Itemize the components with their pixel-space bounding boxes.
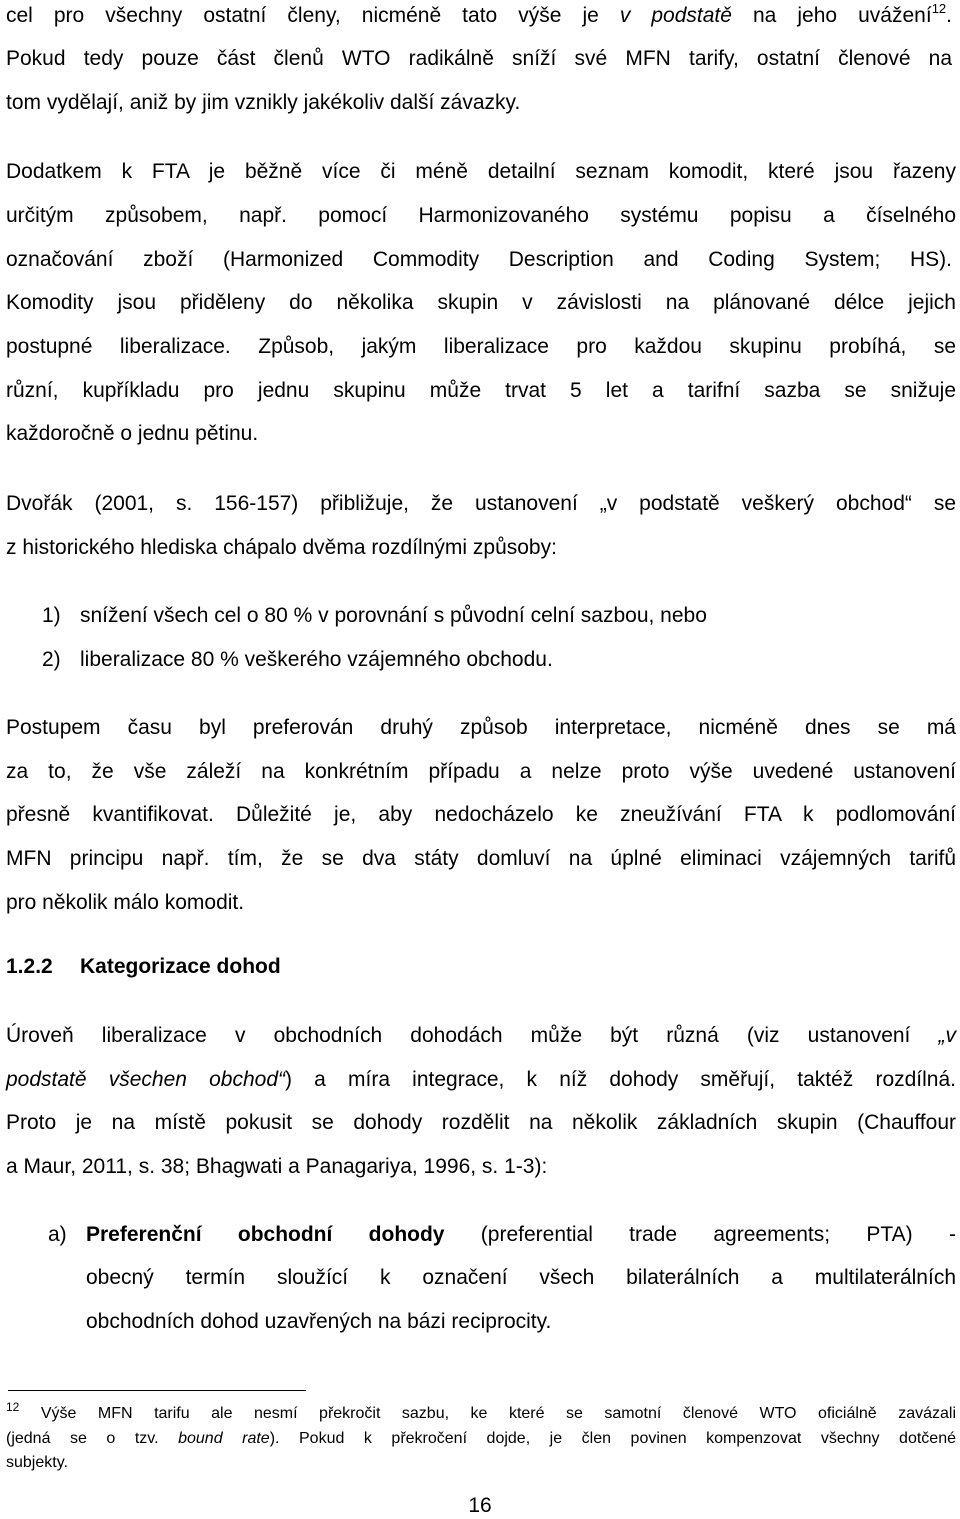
paragraph-line: za to, že vše záleží na konkrétním případu a nelze proto výše uvedené ustanovení (6, 760, 956, 783)
paragraph-line: určitým způsobem, např. pomocí Harmonizovaného systému popisu a číselného (6, 204, 956, 227)
paragraph-line: MFN principu např. tím, že se dva státy domluví na úplné eliminaci vzájemných tarifů (6, 847, 956, 870)
text-run: ). Pokud k překročení dojde, je člen povinen kompenzovat všechny dotčené (269, 1430, 956, 1447)
list-item: liberalizace 80 % veškerého vzájemného obchodu. (80, 648, 553, 671)
paragraph-line: každoročně o jednu pětinu. (6, 422, 259, 445)
text-run: na jeho uvážení (731, 4, 932, 27)
list-item: snížení všech cel o 80 % v porovnání s původní celní sazbou, nebo (80, 604, 707, 627)
list-letter: a) (48, 1223, 67, 1246)
footnote-separator (8, 1390, 306, 1391)
italic-text: v podstatě (619, 4, 732, 27)
section-heading: Kategorizace dohod (80, 955, 281, 978)
paragraph-line: Dodatkem k FTA je běžně více či méně detailní seznam komodit, které jsou řazeny (6, 160, 956, 183)
text-run: . (946, 4, 952, 27)
paragraph-line: pro několik málo komodit. (6, 891, 245, 914)
page-number: 16 (468, 1494, 492, 1517)
paragraph-line: různí, kupříkladu pro jednu skupinu může trvat 5 let a tarifní sazba se snižuje (6, 379, 956, 402)
paragraph-line: označování zboží (Harmonized Commodity Description and Coding System; HS). (6, 248, 952, 271)
italic-text: „v (938, 1024, 956, 1047)
paragraph-line (6, 3, 952, 31)
list-item-line (86, 1222, 956, 1248)
list-number: 2) (42, 648, 61, 671)
text-run: Úroveň liberalizace v obchodních dohodách může být různá (viz ustanovení (6, 1024, 939, 1047)
list-item-line: obchodních dohod uzavřených na bázi reciprocity. (86, 1310, 552, 1333)
italic-text: podstatě všechen obchod“ (6, 1068, 285, 1091)
footnote-line (6, 1400, 956, 1425)
paragraph-line: Dvořák (2001, s. 156-157) přibližuje, že ustanovení „v podstatě veškerý obchod“ se (6, 492, 956, 515)
footnote-marker: 12 (6, 1400, 20, 1414)
paragraph-line: postupné liberalizace. Způsob, jakým liberalizace pro každou skupinu probíhá, se (6, 335, 956, 358)
text-run: ) a míra integrace, k níž dohody směřují, taktéž rozdílná. (285, 1068, 956, 1091)
list-item-line: obecný termín sloužící k označení všech bilaterálních a multilaterálních (86, 1266, 956, 1289)
paragraph-line: Pokud tedy pouze část členů WTO radikálně sníží své MFN tarify, ostatní členové na (6, 47, 952, 70)
text-run: (jedná se o tzv. (6, 1430, 179, 1447)
paragraph-line: Proto je na místě pokusit se dohody rozdělit na několik základních skupin (Chauffour (6, 1111, 956, 1134)
list-number: 1) (42, 604, 61, 627)
italic-text: bound rate (178, 1430, 270, 1447)
footnote-reference[interactable]: 12 (931, 1, 947, 16)
paragraph-line: tom vydělají, aniž by jim vznikly jakékoliv další závazky. (6, 91, 521, 114)
text-run: cel pro všechny ostatní členy, nicméně tato výše je (6, 4, 620, 27)
paragraph-line: Postupem času byl preferován druhý způsob interpretace, nicméně dnes se má (6, 716, 956, 739)
bold-term: Preferenční obchodní dohody (86, 1223, 445, 1246)
text-run: Výše MFN tarifu ale nesmí překročit sazbu, ke které se samotní členové WTO oficiálně zavázali (19, 1405, 956, 1422)
paragraph-line (6, 1067, 956, 1093)
paragraph-line: z historického hlediska chápalo dvěma rozdílnými způsoby: (6, 536, 557, 559)
paragraph-line: a Maur, 2011, s. 38; Bhagwati a Panagariya, 1996, s. 1-3): (6, 1155, 548, 1178)
text-run: (preferential trade agreements; PTA) - (444, 1223, 956, 1246)
footnote-line (6, 1428, 956, 1450)
paragraph-line: přesně kvantifikovat. Důležité je, aby nedocházelo ke zneužívání FTA k podlomování (6, 803, 956, 826)
section-number: 1.2.2 (6, 955, 53, 978)
paragraph-line: Komodity jsou přiděleny do několika skupin v závislosti na plánované délce jejich (6, 291, 956, 314)
paragraph-line (6, 1023, 956, 1049)
footnote-line: subjekty. (6, 1454, 68, 1471)
